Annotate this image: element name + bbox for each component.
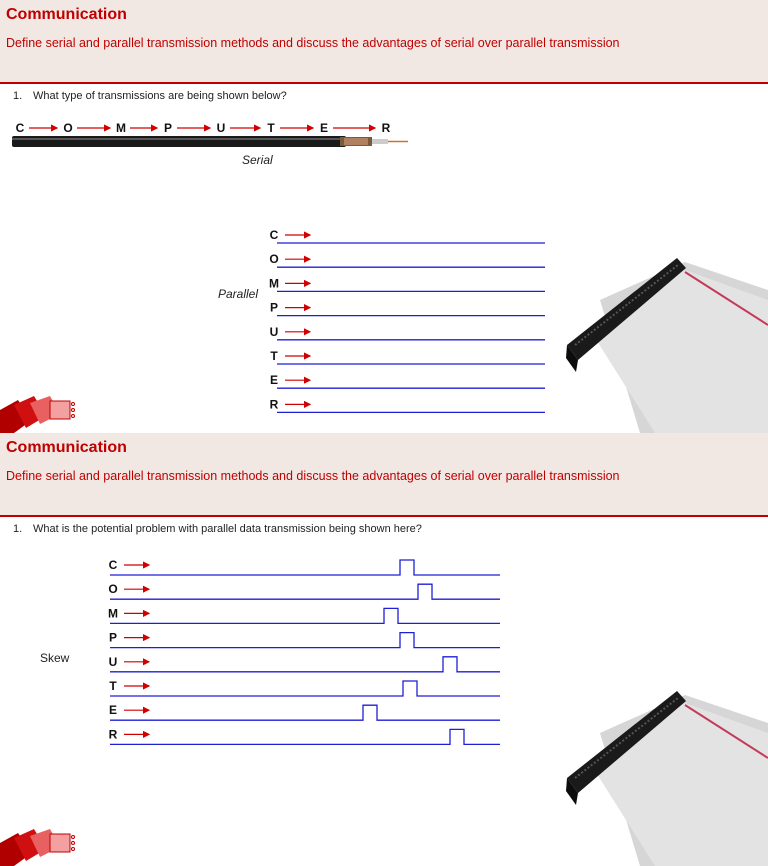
chip-logo-icon	[0, 396, 75, 433]
skew-letter: O	[108, 582, 118, 597]
skew-letter: T	[109, 679, 117, 693]
serial-letter: U	[216, 121, 226, 135]
skew-signal	[108, 654, 500, 672]
parallel-letter: C	[269, 228, 279, 242]
serial-letter: R	[381, 121, 391, 135]
ribbon-cable-icon	[566, 691, 768, 866]
skew-signal	[108, 630, 500, 648]
question-text: What is the potential problem with parallel data transmission being shown here?	[33, 523, 422, 535]
parallel-letter: U	[269, 324, 279, 339]
question-text: What type of transmissions are being shown below?	[33, 90, 287, 102]
skew-signal	[110, 584, 500, 599]
serial-letter: O	[63, 121, 73, 135]
parallel-letter: M	[269, 276, 279, 291]
skew-signal	[110, 729, 500, 744]
skew-diagram	[0, 433, 768, 866]
skew-letter: P	[108, 630, 118, 645]
question-number: 1.	[13, 523, 23, 535]
parallel-letter: O	[269, 252, 279, 267]
chip-logo-icon	[0, 829, 75, 866]
parallel-letter: E	[269, 373, 279, 388]
serial-label: Serial	[242, 153, 273, 167]
slide-2	[0, 433, 768, 866]
skew-letter: U	[108, 654, 118, 669]
skew-signal	[110, 608, 500, 623]
question-number: 1.	[13, 90, 23, 102]
ribbon-cable-icon	[566, 258, 768, 433]
skew-signal	[110, 681, 500, 696]
parallel-letter: P	[269, 300, 279, 315]
slide-title: Communication	[6, 439, 127, 456]
parallel-letter: R	[269, 397, 279, 412]
slide-subtitle: Define serial and parallel transmission methods and discuss the advantages of serial over parallel transmission	[6, 36, 620, 50]
skew-letter: C	[108, 558, 118, 572]
skew-letter: R	[108, 727, 118, 742]
serial-letter: P	[163, 121, 173, 135]
parallel-label: Parallel	[218, 287, 259, 301]
slide-title: Communication	[6, 6, 127, 23]
serial-letter: T	[267, 121, 275, 135]
skew-signal	[110, 705, 500, 720]
skew-signal	[110, 560, 500, 575]
parallel-letter: T	[270, 349, 278, 363]
skew-label: Skew	[40, 651, 70, 665]
skew-letter: E	[108, 703, 118, 718]
serial-letter: E	[319, 121, 329, 135]
slide-subtitle: Define serial and parallel transmission methods and discuss the advantages of serial over parallel transmission	[6, 469, 620, 483]
serial-letter: C	[15, 121, 25, 135]
serial-letter: M	[116, 121, 126, 135]
skew-letter: M	[108, 606, 118, 621]
